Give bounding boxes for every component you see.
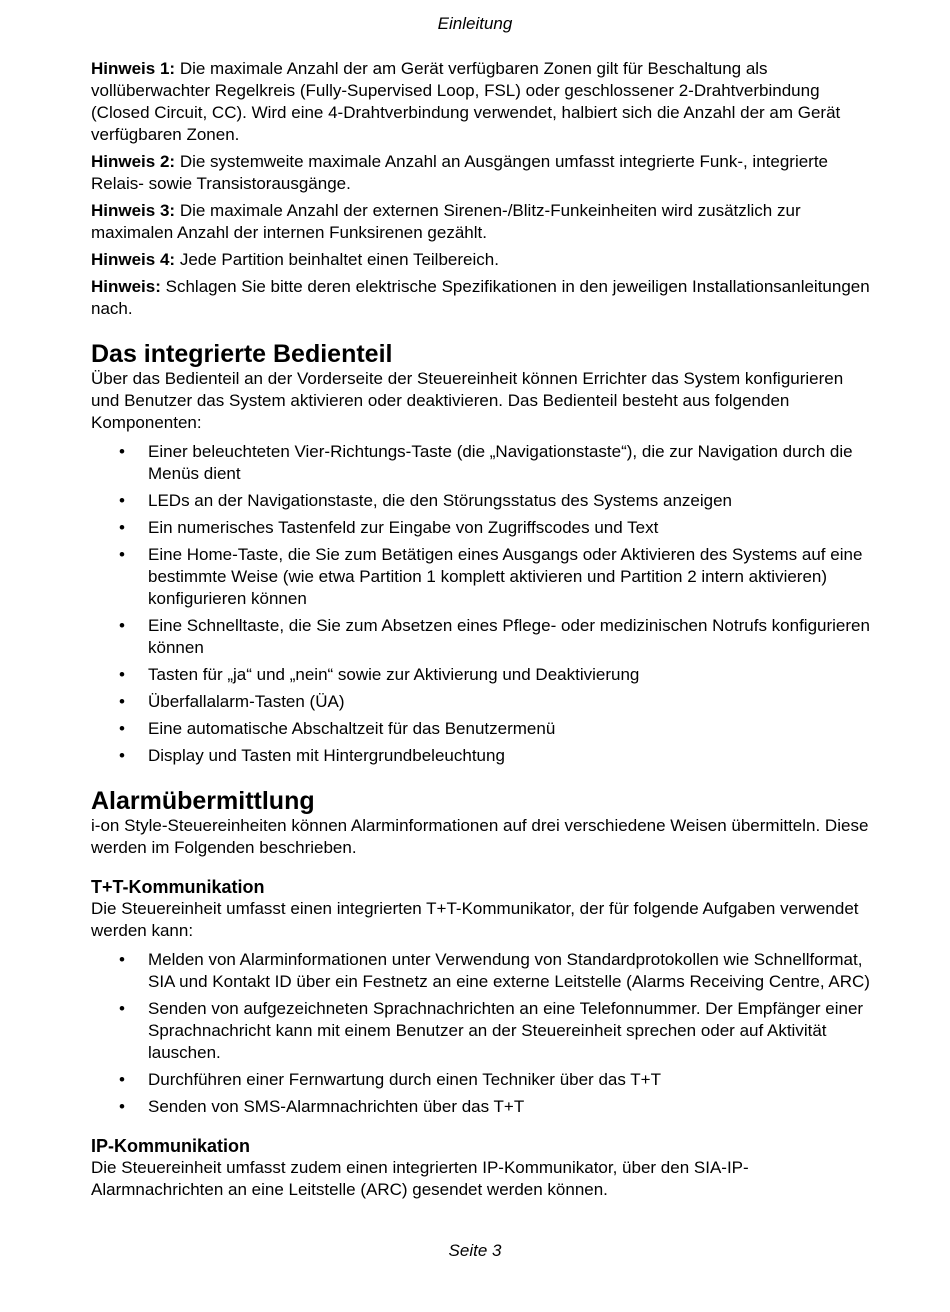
bullet-icon: •	[119, 746, 125, 765]
list-item-text: Ein numerisches Tastenfeld zur Eingabe von Zugriffscodes und Text	[148, 518, 659, 537]
bullet-icon: •	[119, 665, 125, 684]
note-text: Die maximale Anzahl der externen Sirenen-/Blitz-Funkeinheiten wird zusätzlich zur maximalen Anzahl der internen Funksirenen gezählt.	[91, 201, 801, 242]
list-item-text: Display und Tasten mit Hintergrundbeleuchtung	[148, 746, 505, 765]
bullet-icon: •	[119, 518, 125, 537]
list-item-text: Senden von aufgezeichneten Sprachnachrichten an eine Telefonnummer. Der Empfänger einer Sprachnachricht kann mit einem Benutzer an der Steuereinheit sprechen oder auf Aktivität lauschen.	[148, 999, 864, 1062]
tt-subsection-intro: Die Steuereinheit umfasst einen integrierten T+T-Kommunikator, der für folgende Aufgaben verwendet werden kann:	[91, 899, 859, 940]
list-item-text: Melden von Alarminformationen unter Verwendung von Standardprotokollen wie Schnellformat, SIA und Kontakt ID über ein Festnetz an eine externe Leitstelle (Alarms Receiving Centre, ARC)	[148, 950, 870, 991]
bullet-icon: •	[119, 545, 125, 564]
keypad-section-intro: Über das Bedienteil an der Vorderseite der Steuereinheit können Errichter das System konfigurieren und Benutzer das System aktivieren oder deaktivieren. Das Bedienteil besteht aus folgenden Komponenten:	[91, 369, 844, 432]
page-header: Einleitung	[437, 14, 513, 33]
bullet-icon: •	[119, 442, 125, 461]
list-item-text: Senden von SMS-Alarmnachrichten über das T+T	[148, 1097, 525, 1116]
page-number: Seite 3	[448, 1241, 502, 1260]
bullet-icon: •	[119, 999, 125, 1018]
keypad-section-heading: Das integrierte Bedienteil	[91, 340, 393, 368]
notes-block	[91, 58, 871, 320]
tt-subsection-heading: T+T-Kommunikation	[91, 877, 265, 897]
list-item	[91, 998, 871, 1064]
bullet-icon: •	[119, 692, 125, 711]
tt-task-list	[91, 949, 871, 1118]
note-label: Hinweis 2:	[91, 152, 176, 171]
list-item	[91, 615, 871, 659]
note-text: Die systemweite maximale Anzahl an Ausgängen umfasst integrierte Funk-, integrierte Relais- sowie Transistorausgänge.	[91, 152, 829, 193]
bullet-icon: •	[119, 616, 125, 635]
list-item	[91, 490, 871, 512]
note-label: Hinweis 3:	[91, 201, 176, 220]
bullet-icon: •	[119, 1097, 125, 1116]
note-text: Schlagen Sie bitte deren elektrische Spezifikationen in den jeweiligen Installationsanleitungen nach.	[91, 277, 870, 318]
list-item-text: Durchführen einer Fernwartung durch einen Techniker über das T+T	[148, 1070, 661, 1089]
list-item-text: Eine Schnelltaste, die Sie zum Absetzen eines Pflege- oder medizinischen Notrufs konfigurieren können	[148, 616, 870, 657]
note-label: Hinweis:	[91, 277, 161, 296]
alarm-section-heading: Alarmübermittlung	[91, 787, 315, 815]
list-item-text: Eine Home-Taste, die Sie zum Betätigen eines Ausgangs oder Aktivieren des Systems auf eine bestimmte Weise (wie etwa Partition 1 komplett aktivieren und Partition 2 intern aktivieren) konfigurieren können	[148, 545, 863, 608]
list-item-text: Tasten für „ja“ und „nein“ sowie zur Aktivierung und Deaktivierung	[148, 665, 640, 684]
list-item	[91, 745, 871, 767]
note-1	[91, 58, 871, 146]
ip-subsection-heading: IP-Kommunikation	[91, 1136, 251, 1156]
note-4	[91, 249, 871, 271]
list-item-text: Einer beleuchteten Vier-Richtungs-Taste (die „Navigationstaste“), die zur Navigation durch die Menüs dient	[148, 442, 853, 483]
bullet-icon: •	[119, 491, 125, 510]
list-item	[91, 949, 871, 993]
note-5	[91, 276, 871, 320]
list-item	[91, 718, 871, 740]
bullet-icon: •	[119, 950, 125, 969]
list-item-text: LEDs an der Navigationstaste, die den Störungsstatus des Systems anzeigen	[148, 491, 733, 510]
list-item	[91, 1069, 871, 1091]
list-item-text: Überfallalarm-Tasten (ÜA)	[148, 692, 345, 711]
list-item	[91, 1096, 871, 1118]
bullet-icon: •	[119, 719, 125, 738]
bullet-icon: •	[119, 1070, 125, 1089]
page-content	[91, 58, 871, 1201]
note-2	[91, 151, 871, 195]
note-text: Die maximale Anzahl der am Gerät verfügbaren Zonen gilt für Beschaltung als vollüberwachter Regelkreis (Fully-Supervised Loop, FSL) oder geschlossener 2-Drahtverbindung (Closed Circuit, CC). Wird eine 4-Drahtverbindung verwendet, halbiert sich die Anzahl der am Gerät verfügbaren Zonen.	[91, 59, 841, 144]
list-item	[91, 441, 871, 485]
list-item-text: Eine automatische Abschaltzeit für das Benutzermenü	[148, 719, 556, 738]
ip-subsection-text: Die Steuereinheit umfasst zudem einen integrierten IP-Kommunikator, über den SIA-IP-Alarmnachrichten an eine Leitstelle (ARC) gesendet werden können.	[91, 1158, 749, 1199]
keypad-component-list	[91, 441, 871, 767]
list-item	[91, 691, 871, 713]
list-item	[91, 517, 871, 539]
alarm-section-intro: i-on Style-Steuereinheiten können Alarminformationen auf drei verschiedene Weisen übermitteln. Diese werden im Folgenden beschrieben.	[91, 816, 869, 857]
note-label: Hinweis 4:	[91, 250, 176, 269]
note-text: Jede Partition beinhaltet einen Teilbereich.	[175, 250, 499, 269]
note-3	[91, 200, 871, 244]
list-item	[91, 664, 871, 686]
note-label: Hinweis 1:	[91, 59, 176, 78]
list-item	[91, 544, 871, 610]
